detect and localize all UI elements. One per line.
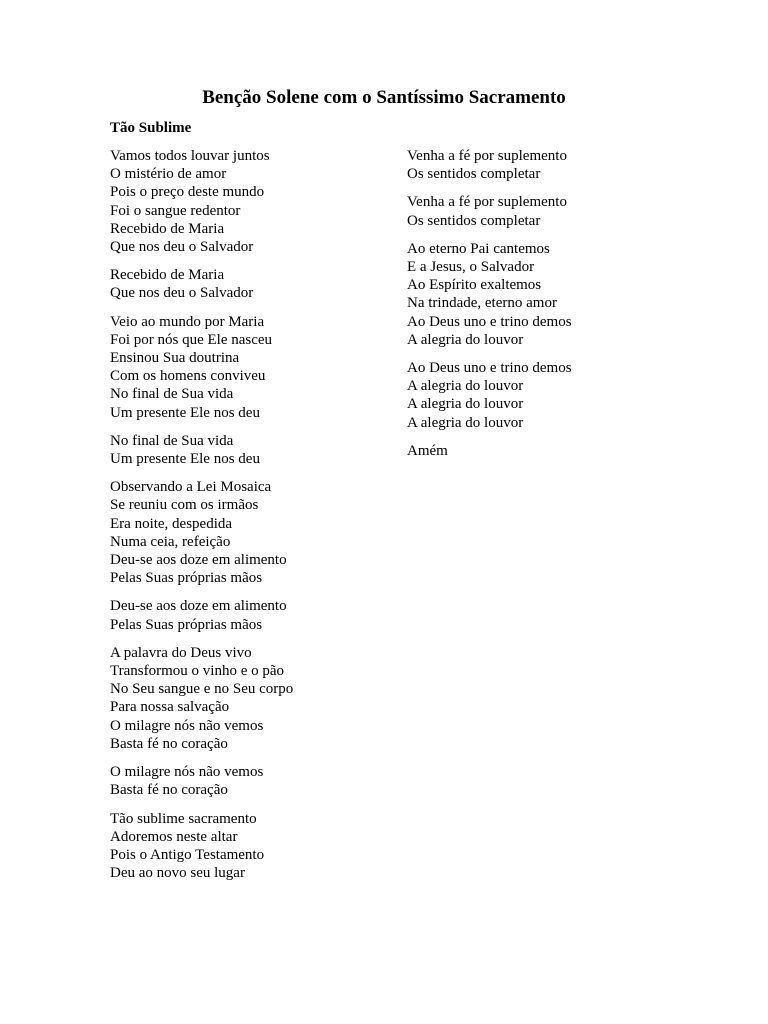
lyric-line: A alegria do louvor (407, 414, 524, 431)
lyric-line: Foi por nós que Ele nasceu (110, 331, 273, 348)
stanza (110, 313, 370, 422)
lyric-line: No final de Sua vida (110, 432, 234, 449)
lyric-line: A alegria do louvor (407, 331, 524, 348)
lyric-line: Deu-se aos doze em alimento (110, 598, 287, 615)
lyric-line: Que nos deu o Salvador (110, 239, 254, 256)
lyric-line: Foi o sangue redentor (110, 202, 241, 219)
section-title: Tão Sublime (110, 120, 192, 136)
lyric-line: Recebido de Maria (110, 267, 225, 284)
left-column (110, 147, 370, 892)
lyric-line: Ensinou Sua doutrina (110, 350, 240, 367)
lyric-line: Pois o Antigo Testamento (110, 846, 265, 863)
stanza (110, 597, 370, 633)
stanza (110, 644, 370, 753)
lyric-line: Numa ceia, refeição (110, 533, 231, 550)
lyric-line: Ao Deus uno e trino demos (407, 360, 572, 377)
lyric-line: Pelas Suas próprias mãos (110, 570, 263, 587)
lyric-line: Pois o preço deste mundo (110, 184, 265, 201)
lyric-line: Um presente Ele nos deu (110, 451, 260, 468)
lyric-line: Transformou o vinho e o pão (110, 663, 285, 680)
stanza (407, 240, 667, 349)
stanza (407, 147, 667, 183)
stanza (110, 478, 370, 587)
lyric-line: Tão sublime sacramento (110, 810, 257, 827)
page-title: Benção Solene com o Santíssimo Sacramento (202, 87, 566, 108)
lyric-line: Deu-se aos doze em alimento (110, 552, 287, 569)
lyric-line: No Seu sangue e no Seu corpo (110, 681, 294, 698)
lyric-line: Venha a fé por suplemento (407, 148, 567, 164)
lyric-line: Deu ao novo seu lugar (110, 865, 245, 882)
stanza (407, 193, 667, 229)
lyric-line: Ao Espírito exaltemos (407, 277, 542, 294)
lyric-line: Os sentidos completar (407, 212, 541, 229)
lyric-line: Na trindade, eterno amor (407, 295, 557, 312)
lyric-line: Amém (407, 442, 448, 459)
lyric-line: Pelas Suas próprias mãos (110, 616, 263, 633)
lyric-line: E a Jesus, o Salvador (407, 259, 535, 276)
lyric-line: Para nossa salvação (110, 699, 230, 716)
lyric-line: Com os homens conviveu (110, 368, 266, 385)
lyric-line: Basta fé no coração (110, 782, 228, 799)
lyric-line: A alegria do louvor (407, 396, 524, 413)
lyric-line: Recebido de Maria (110, 220, 225, 237)
lyric-line: Observando a Lei Mosaica (110, 479, 272, 496)
lyric-line: O milagre nós não vemos (110, 764, 264, 781)
right-column (407, 147, 667, 470)
lyric-line: Ao Deus uno e trino demos (407, 313, 572, 330)
lyric-line: Vamos todos louvar juntos (110, 148, 270, 164)
lyric-line: Que nos deu o Salvador (110, 285, 254, 302)
lyric-line: Era noite, despedida (110, 515, 233, 532)
lyric-line: Basta fé no coração (110, 735, 228, 752)
stanza (110, 266, 370, 302)
lyric-line: O mistério de amor (110, 166, 227, 183)
lyric-line: O milagre nós não vemos (110, 717, 264, 734)
stanza (110, 147, 370, 256)
lyric-line: Se reuniu com os irmãos (110, 497, 259, 514)
stanza (110, 810, 370, 883)
lyric-line: Veio ao mundo por Maria (110, 313, 265, 330)
lyric-line: A palavra do Deus vivo (110, 644, 252, 661)
lyric-line: Venha a fé por suplemento (407, 194, 567, 211)
stanza (407, 359, 667, 432)
lyric-line: Um presente Ele nos deu (110, 404, 260, 421)
stanza (407, 442, 667, 460)
stanza (110, 763, 370, 799)
lyric-line: Ao eterno Pai cantemos (407, 240, 550, 257)
stanza (110, 432, 370, 468)
lyric-line: A alegria do louvor (407, 378, 524, 395)
lyric-line: Os sentidos completar (407, 166, 541, 183)
lyric-line: Adoremos neste altar (110, 828, 238, 845)
lyric-line: No final de Sua vida (110, 386, 234, 403)
